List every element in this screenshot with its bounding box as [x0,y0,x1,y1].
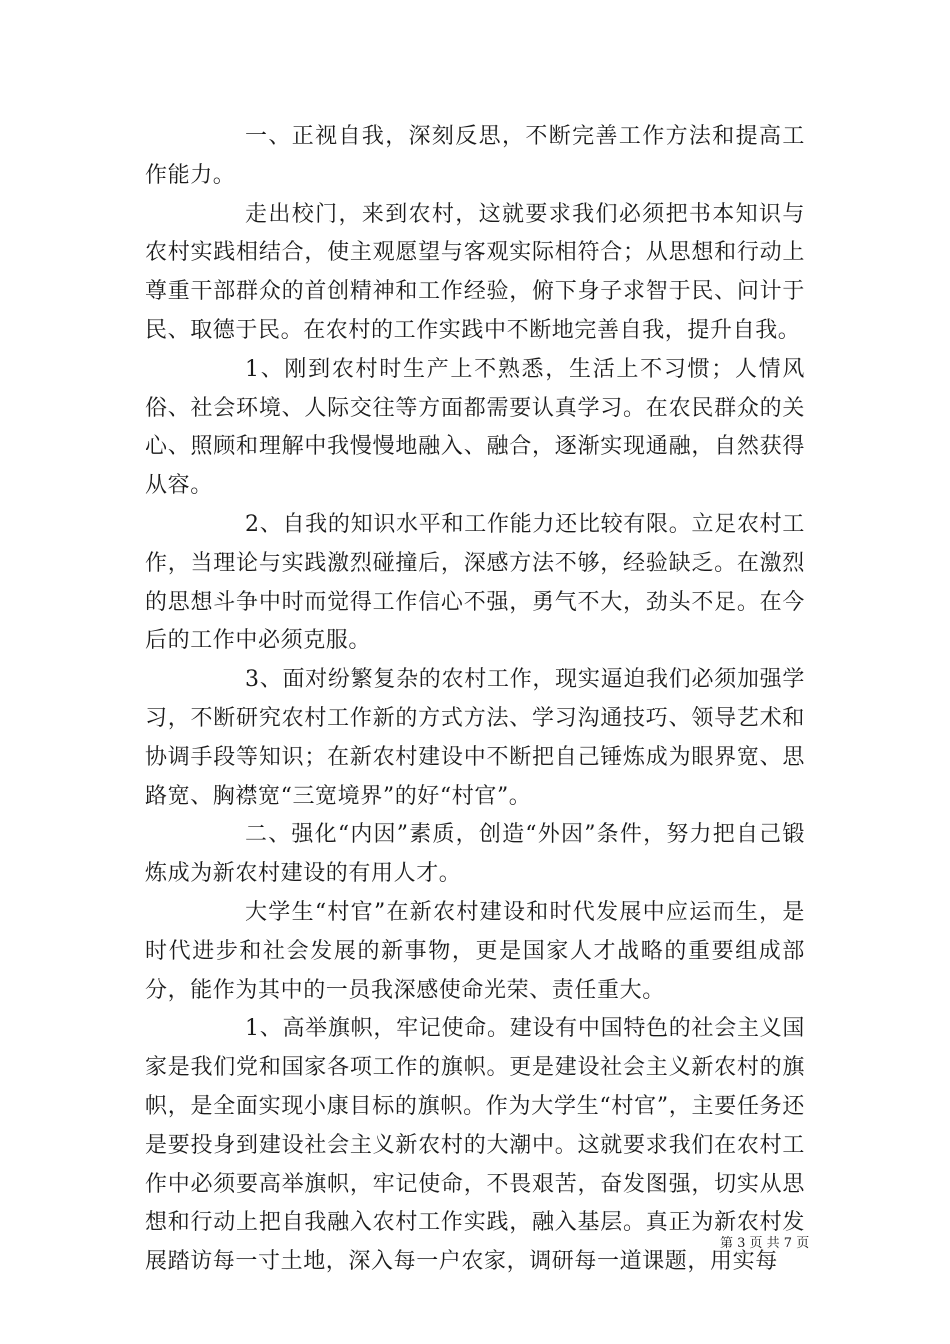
list-item-paragraph: 1、高举旗帜，牢记使命。建设有中国特色的社会主义国家是我们党和国家各项工作的旗帜。更是建设社会主义新农村的旗帜，是全面实现小康目标的旗帜。作为大学生“村官”，主要任务还是要投身到建设社会主义新农村的大潮中。这就要求我们在农村工作中必须要高举旗帜，牢记使命，不畏艰苦，奋发图强，切实从思想和行动上把自我融入农村工作实践，融入基层。真正为新农村发展踏访每一寸土地，深入每一户农家，调研每一道课题，用实每 [145,1016,805,1275]
page-number-footer: 第 3 页 共 7 页 [720,1236,810,1251]
paragraph: 走出校门，来到农村，这就要求我们必须把书本知识与农村实践相结合，使主观愿望与客观实际相符合；从思想和行动上尊重干部群众的首创精神和工作经验，俯下身子求智于民、问计于民、取德于民。在农村的工作实践中不断地完善自我，提升自我。 [145,201,805,343]
heading-section-one: 一、正视自我，深刻反思，不断完善工作方法和提高工作能力。 [145,124,805,188]
list-item-paragraph: 2、自我的知识水平和工作能力还比较有限。立足农村工作，当理论与实践激烈碰撞后，深感方法不够，经验缺乏。在激烈的思想斗争中时而觉得工作信心不强，勇气不大，劲头不足。在今后的工作中必须克服。 [145,511,805,654]
document-body [145,118,805,1282]
heading-section-two: 二、强化“内因”素质，创造“外因”条件，努力把自己锻炼成为新农村建设的有用人才。 [145,822,805,887]
list-item-paragraph: 3、面对纷繁复杂的农村工作，现实逼迫我们必须加强学习，不断研究农村工作新的方式方法、学习沟通技巧、领导艺术和协调手段等知识；在新农村建设中不断把自己锤炼成为眼界宽、思路宽、胸襟宽“三宽境界”的好“村官”。 [145,667,805,809]
list-item-paragraph: 1、刚到农村时生产上不熟悉，生活上不习惯；人情风俗、社会环境、人际交往等方面都需要认真学习。在农民群众的关心、照顾和理解中我慢慢地融入、融合，逐渐实现通融，自然获得从容。 [145,356,805,499]
paragraph: 大学生“村官”在新农村建设和时代发展中应运而生，是时代进步和社会发展的新事物，更是国家人才战略的重要组成部分，能作为其中的一员我深感使命光荣、责任重大。 [145,899,805,1003]
